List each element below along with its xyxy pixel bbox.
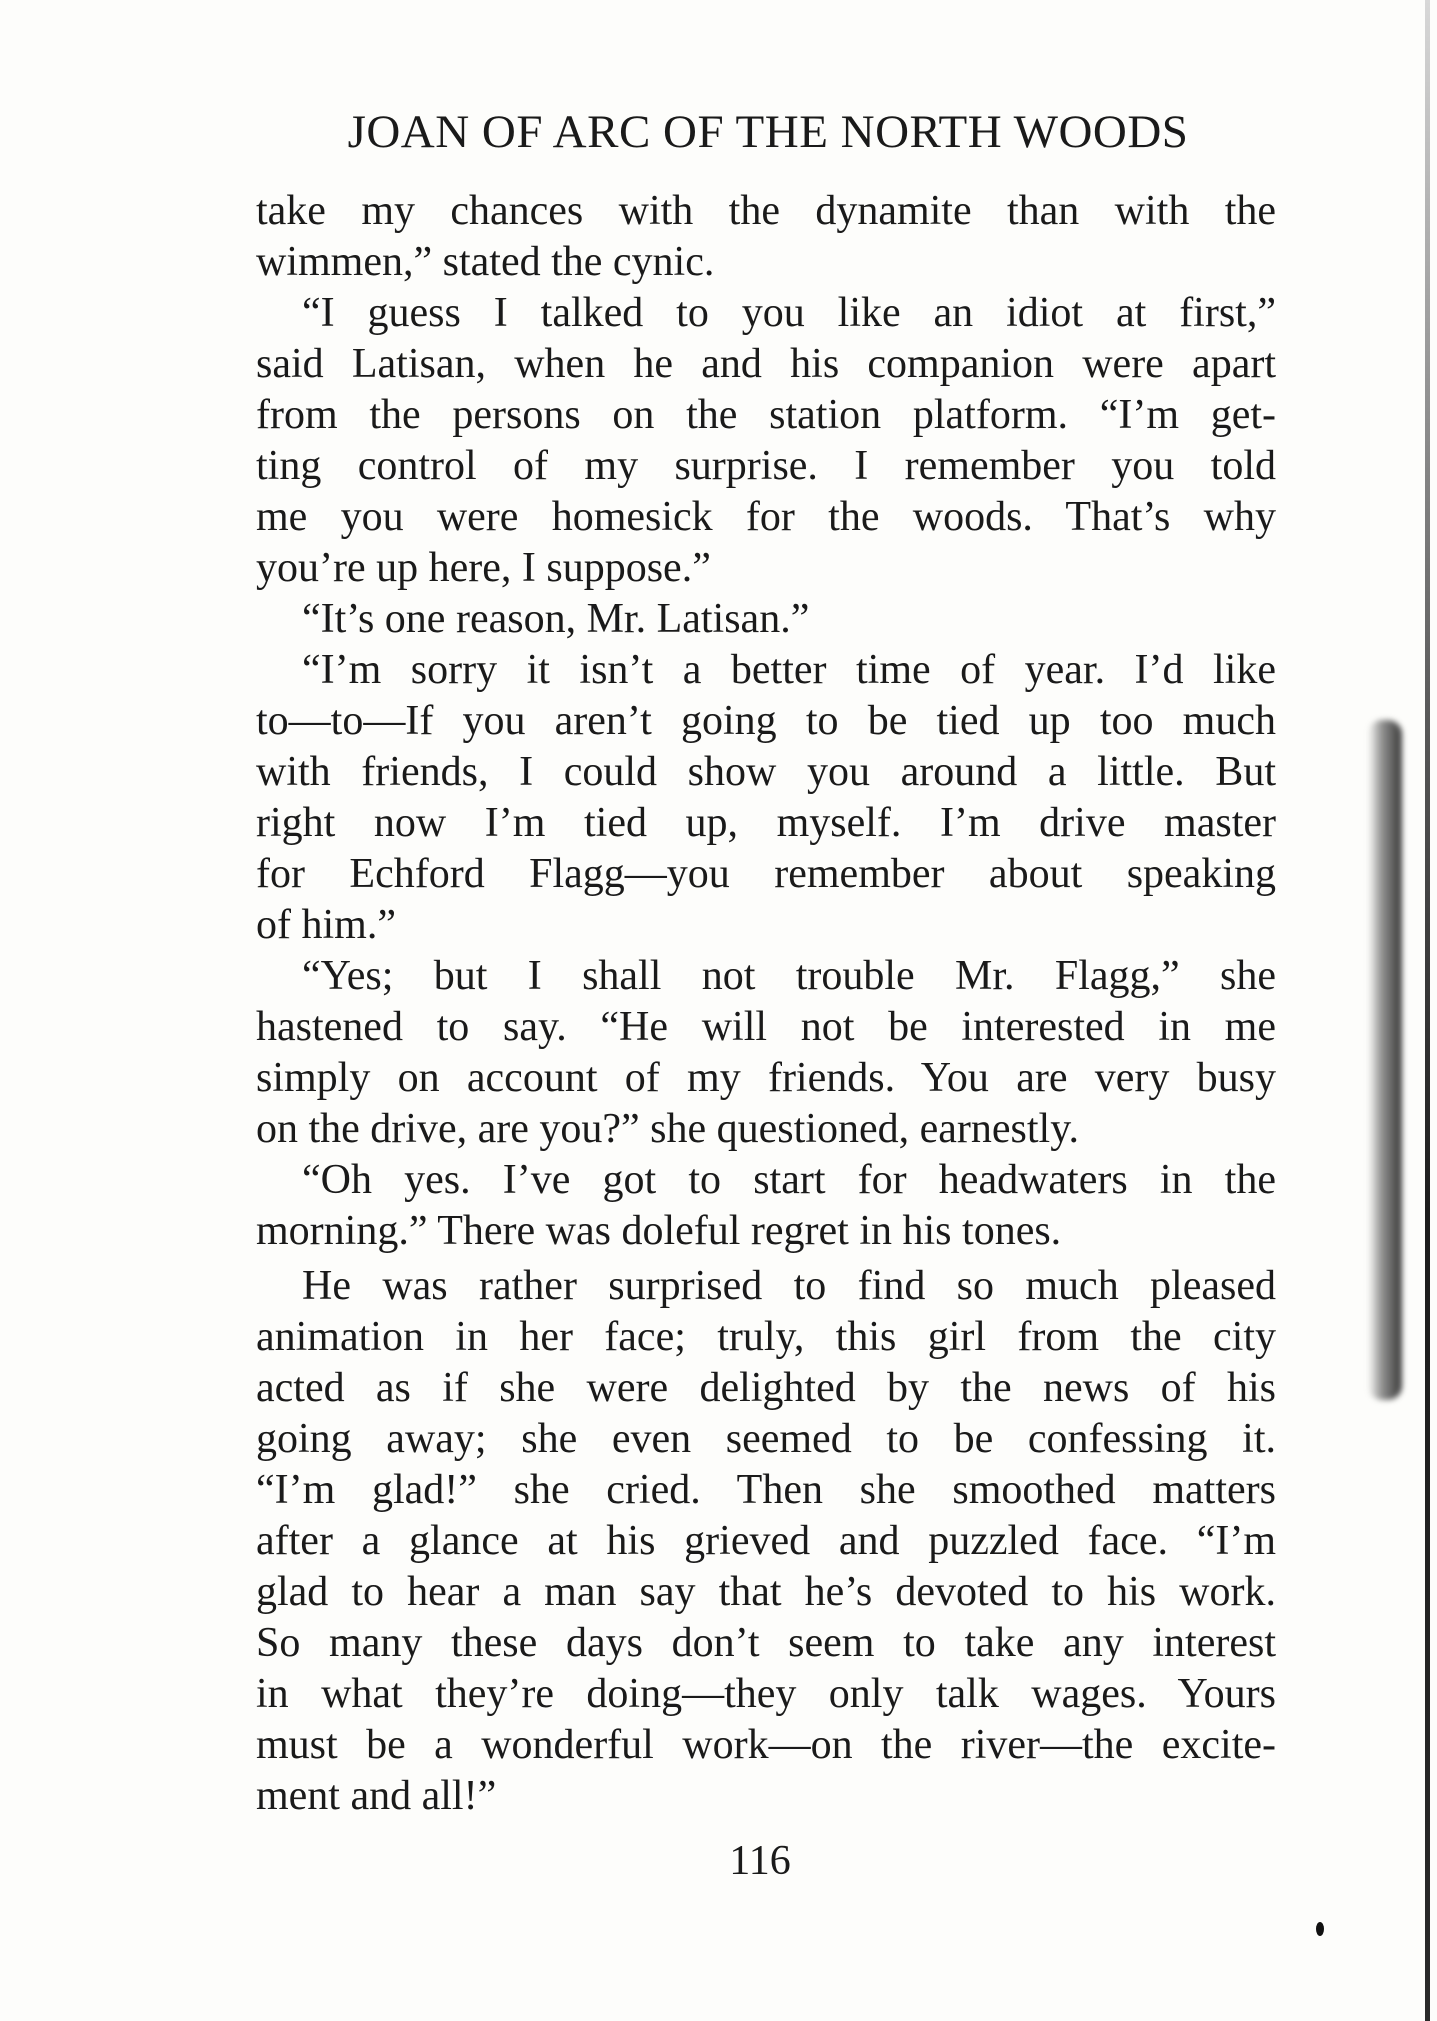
text-line: “Oh yes. I’ve got to start for headwaters in the	[302, 1157, 1276, 1203]
running-head: JOAN OF ARC OF THE NORTH WOODS	[347, 106, 1189, 158]
text-line: glad to hear a man say that he’s devoted to his work.	[256, 1569, 1276, 1615]
body-text	[256, 186, 1276, 1822]
text-line: in what they’re doing—they only talk wages. Yours	[256, 1671, 1276, 1717]
text-line: “Yes; but I shall not trouble Mr. Flagg,” she	[302, 953, 1276, 999]
text-line: going away; she even seemed to be confessing it.	[256, 1416, 1276, 1462]
page-number: 116	[729, 1838, 791, 1884]
text-line: take my chances with the dynamite than with the	[256, 188, 1276, 234]
text-line: with friends, I could show you around a little. But	[256, 749, 1276, 795]
text-line: right now I’m tied up, myself. I’m drive master	[256, 800, 1276, 846]
text-line: on the drive, are you?” she questioned, earnestly.	[256, 1106, 1079, 1152]
text-line: me you were homesick for the woods. That’s why	[256, 494, 1276, 540]
text-line: “It’s one reason, Mr. Latisan.”	[302, 596, 810, 642]
text-line: from the persons on the station platform. “I’m get-	[256, 392, 1276, 438]
text-line: ting control of my surprise. I remember you told	[256, 443, 1276, 489]
text-line: ment and all!”	[256, 1773, 497, 1819]
text-line: for Echford Flagg—you remember about speaking	[256, 851, 1276, 897]
text-line: He was rather surprised to find so much pleased	[302, 1263, 1276, 1309]
text-line: acted as if she were delighted by the news of his	[256, 1365, 1276, 1411]
text-line: hastened to say. “He will not be interested in me	[256, 1004, 1276, 1050]
text-line: to—to—If you aren’t going to be tied up too much	[256, 698, 1276, 744]
page-edge-shadow	[1368, 720, 1402, 1400]
text-line: must be a wonderful work—on the river—the excite-	[256, 1722, 1276, 1768]
text-line: So many these days don’t seem to take any interest	[256, 1620, 1276, 1666]
text-line: after a glance at his grieved and puzzled face. “I’m	[256, 1518, 1276, 1564]
text-line: simply on account of my friends. You are very busy	[256, 1055, 1276, 1101]
text-line: said Latisan, when he and his companion were apart	[256, 341, 1276, 387]
text-line: morning.” There was doleful regret in his tones.	[256, 1208, 1062, 1254]
ink-speck	[1316, 1922, 1324, 1936]
text-line: “I’m glad!” she cried. Then she smoothed matters	[256, 1467, 1276, 1513]
page-spine-edge	[1425, 0, 1430, 2021]
text-line: of him.”	[256, 902, 396, 948]
text-line: you’re up here, I suppose.”	[256, 545, 711, 591]
text-line: “I’m sorry it isn’t a better time of year. I’d like	[302, 647, 1276, 693]
text-line: animation in her face; truly, this girl from the city	[256, 1314, 1276, 1360]
text-line: “I guess I talked to you like an idiot at first,”	[302, 290, 1276, 336]
text-line: wimmen,” stated the cynic.	[256, 239, 715, 285]
